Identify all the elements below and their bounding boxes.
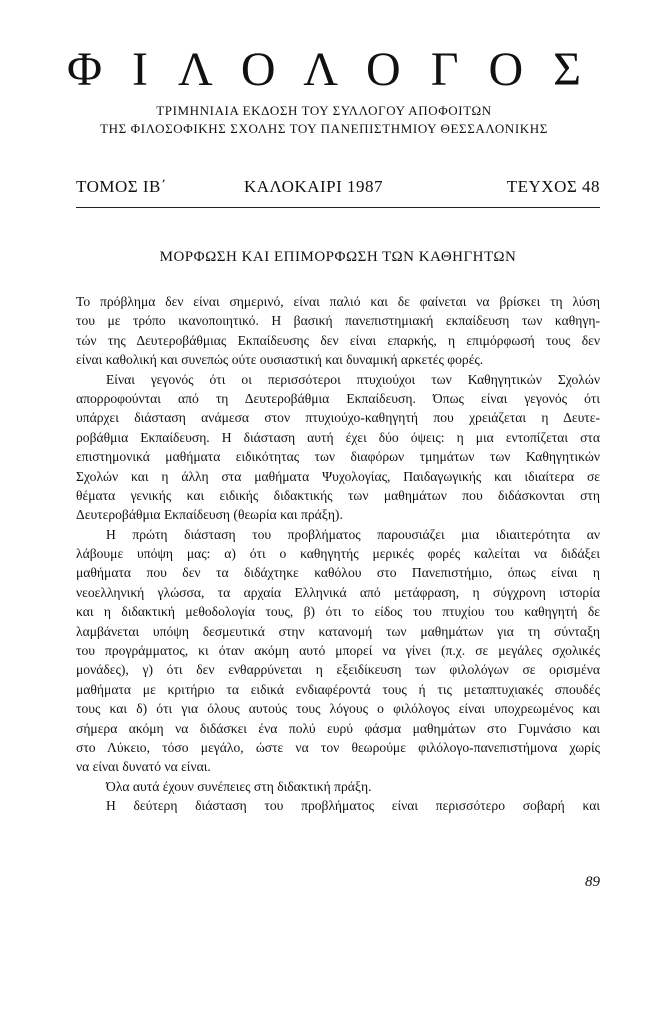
journal-title: ΦΙΛΟΛΟΓΟΣ [66, 43, 612, 96]
journal-subtitle-line2: ΤΗΣ ΦΙΛΟΣΟΦΙΚΗΣ ΣΧΟΛΗΣ ΤΟΥ ΠΑΝΕΠΙΣΤΗΜΙΟΥ ΘΕΣΣΑΛΟΝΙΚΗΣ [100, 121, 548, 136]
body-line: μονάδες), γ) ότι δεν ενθαρρύνεται η εξειδίκευση των φιλολόγων σε ορισμένα [76, 662, 600, 678]
article-title: ΜΟΡΦΩΣΗ ΚΑΙ ΕΠΙΜΟΡΦΩΣΗ ΤΩΝ ΚΑΘΗΓΗΤΩΝ [159, 249, 517, 265]
body-line: νεοελληνική γλώσσα, τα αρχαία Ελληνικά από μετάφραση, η σύγχρονη ιστορία [76, 584, 600, 600]
body-line: θέματα γενικής και ειδικής διδακτικής των μαθημάτων που διδάσκονται στη [76, 487, 600, 503]
body-line: να είναι δυνατό να είναι. [76, 759, 211, 775]
body-line: Σχολών και η άλλη στα μαθήματα Ψυχολογίας, Παιδαγωγικής και ιδιαίτερα σε [76, 468, 600, 484]
body-line: είναι καθολική και συνεπώς ούτε ουσιαστική και δυναμική αρκετές φορές. [76, 352, 484, 368]
body-line: Είναι γεγονός ότι οι περισσότεροι πτυχιούχοι των Καθηγητικών Σχολών [106, 371, 600, 387]
body-line: μαθήματα που δεν τα διδάχτηκε καθόλου στο Πανεπιστήμιο, όπως είναι η [76, 565, 600, 581]
header-divider [76, 207, 600, 208]
body-line: ροβάθμια Εκπαίδευση. Η διάσταση αυτή έχει δύο όψεις: η μια εντοπίζεται στα [76, 429, 600, 445]
body-line: λαμβάνεται υπόψη δεσμευτικά στην κατανομή των μαθημάτων για τη σύνταξη [76, 623, 600, 639]
body-line: επιστημονικά μαθήματα ειδικότητας των διαφόρων τμημάτων των Καθηγητικών [76, 449, 600, 465]
body-line: και η διδακτική μεθοδολογία τους, β) ότι το είδος του πτυχίου του καθηγητή δε [76, 604, 600, 620]
body-line: υπάρχει διάσταση ανάμεσα στον πτυχιούχο-καθηγητή που χρειάζεται η Δευτε- [76, 410, 600, 426]
article-body [76, 292, 600, 816]
body-line: σήμερα ακόμη να διδάσκει ένα πολύ ευρύ φάσμα μαθημάτων στο Γυμνάσιο και [76, 720, 600, 736]
body-line: τους και δ) ότι για όλους αυτούς τους λόγους ο φιλόλογος είναι υποχρεωμένος και [76, 701, 600, 717]
body-line: Η πρώτη διάσταση του προβλήματος παρουσιάζει μια ιδιαιτερότητα αν [106, 526, 600, 542]
page-number: 89 [585, 874, 600, 890]
body-line: Το πρόβλημα δεν είναι σημερινό, είναι παλιό και δε φαίνεται να βρίσκει τη λύση [76, 294, 600, 309]
volume-label: ΤΟΜΟΣ ΙΒ΄ [76, 177, 168, 196]
body-line: Η δεύτερη διάσταση του προβλήματος είναι περισσότερο σοβαρή και [106, 798, 600, 814]
journal-subtitle-line1: ΤΡΙΜΗΝΙΑΙΑ ΕΚΔΟΣΗ ΤΟΥ ΣΥΛΛΟΓΟΥ ΑΠΟΦΟΙΤΩΝ [156, 103, 492, 118]
body-line: Όλα αυτά έχουν συνέπειες στη διδακτική πράξη. [106, 778, 372, 794]
body-line: τών της Δευτεροβάθμιας Εκπαίδευσης δεν είναι επαρκής, η επιμόρφωσή τους δεν [76, 332, 600, 348]
body-line: μαθήματα με κριτήριο τα ειδικά ενδιαφέροντά τους ή τις μεταπτυχιακές σπουδές [76, 681, 600, 697]
issue-label: ΤΕΥΧΟΣ 48 [506, 177, 600, 196]
body-line: του προγράμματος, κι όταν ακόμη αυτό μπορεί να γίνει (π.χ. σε μεγάλες σχολικές [76, 643, 600, 659]
body-line: λάβουμε υπόψη μας: α) ότι ο καθηγητής μερικές φορές καλείται να διδάξει [76, 546, 600, 562]
body-line: Δευτεροβάθμια Εκπαίδευση (θεωρία και πράξη). [76, 507, 343, 523]
body-line: απορροφούνται από τη Δευτεροβάθμια Εκπαίδευση. Όπως είναι γεγονός ότι [76, 390, 600, 406]
body-line: του με τρόπο ικανοποιητικό. Η βασική πανεπιστημιακή εκπαίδευση των καθηγη- [76, 313, 600, 329]
body-line: στο Λύκειο, τόσο μεγάλο, ώστε να τον θεωρούμε φιλόλογο-πανεπιστήμονα χωρίς [76, 739, 600, 755]
season-label: ΚΑΛΟΚΑΙΡΙ 1987 [244, 177, 384, 196]
